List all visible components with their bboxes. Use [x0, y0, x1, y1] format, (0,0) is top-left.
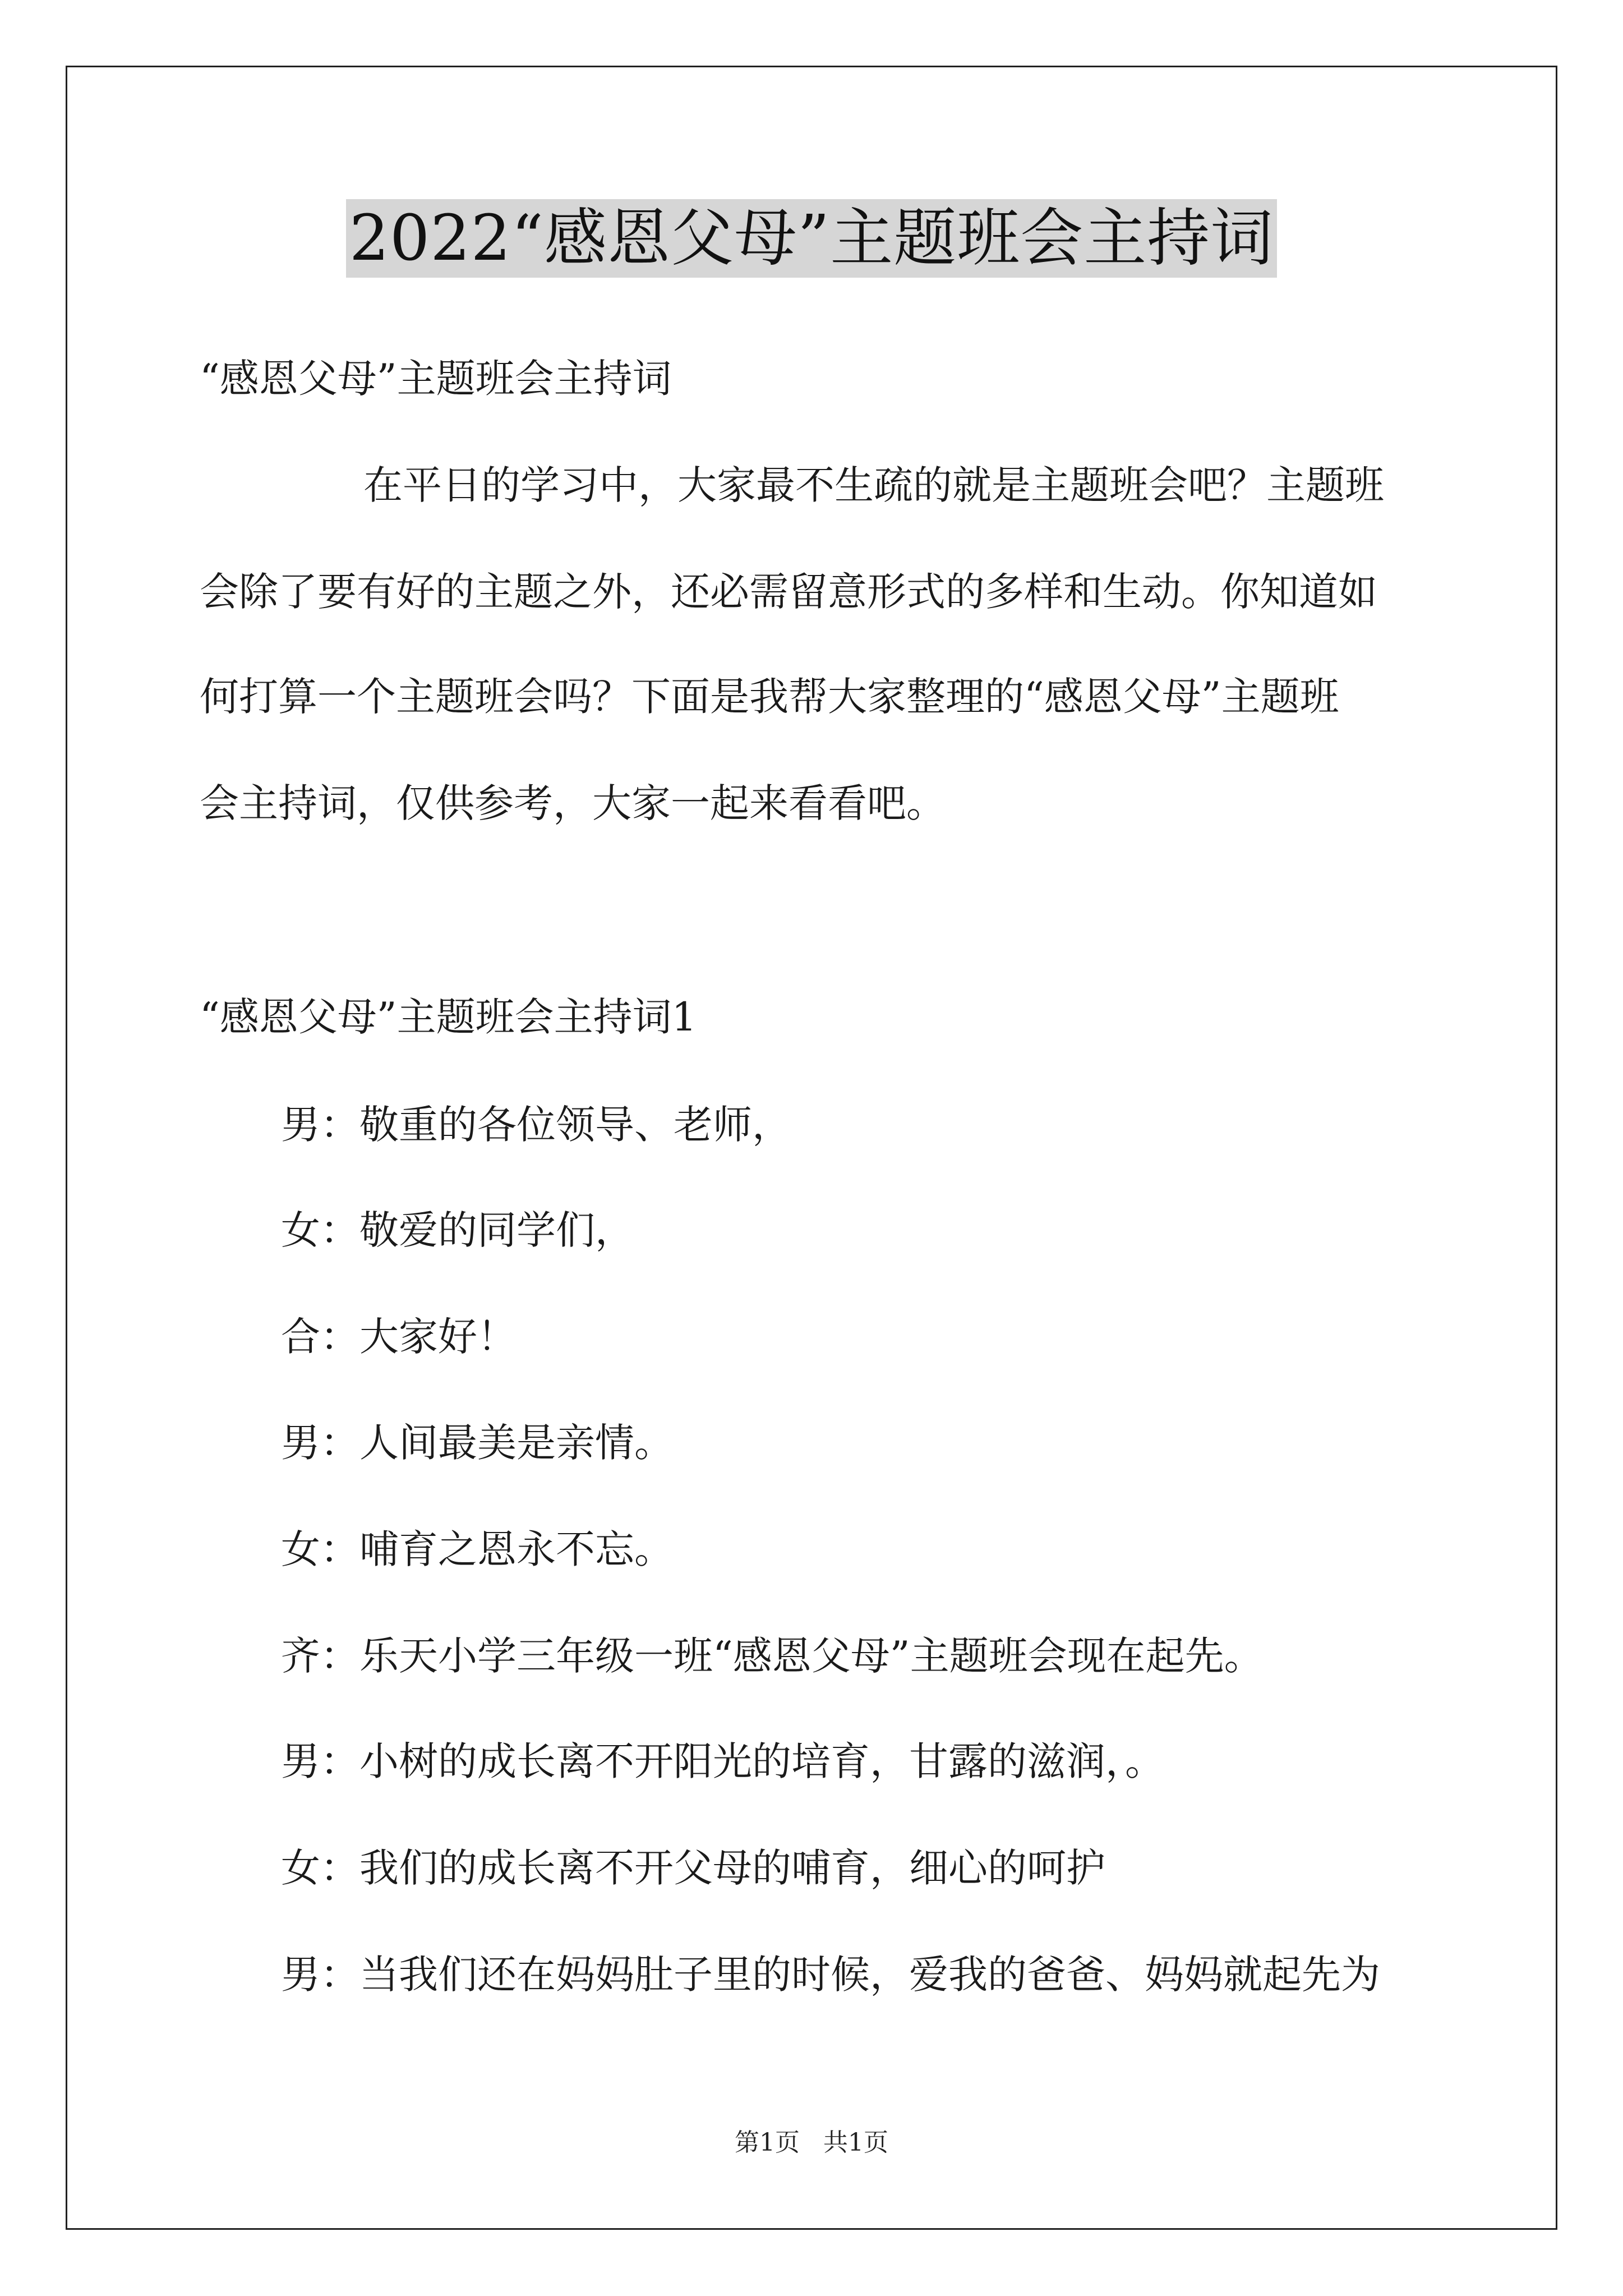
document-title: 2022“感恩父母”主题班会主持词 — [346, 199, 1278, 278]
dialogue-line: 男：敬重的各位领导、老师， — [281, 1102, 791, 1148]
dialogue-line: 男：小树的成长离不开阳光的培育，甘露的滋润，。 — [281, 1738, 1164, 1784]
dialogue-line: 合：大家好！ — [281, 1314, 517, 1360]
dialogue-line: 男：当我们还在妈妈肚子里的时候，爱我的爸爸、妈妈就起先为 — [281, 1952, 1380, 1998]
intro-line: 在平日的学习中，大家最不生疏的就是主题班会吧？主题班 — [363, 462, 1384, 508]
dialogue-line: 女：哺育之恩永不忘。 — [281, 1526, 674, 1572]
page-number: 第1页 共1页 — [735, 2128, 888, 2157]
page-footer — [0, 2126, 1623, 2160]
intro-line: 何打算一个主题班会吗？下面是我帮大家整理的“感恩父母”主题班 — [200, 674, 1339, 720]
dialogue-line: 齐：乐天小学三年级一班“感恩父母”主题班会现在起先。 — [281, 1633, 1264, 1679]
intro-line: 会主持词，仅供参考，大家一起来看看吧。 — [200, 780, 946, 826]
dialogue-line: 女：敬爱的同学们， — [281, 1207, 634, 1253]
subtitle: “感恩父母”主题班会主持词 — [200, 356, 672, 402]
title-container — [0, 199, 1623, 278]
intro-line: 会除了要有好的主题之外，还必需留意形式的多样和生动。你知道如 — [200, 569, 1377, 615]
dialogue-line: 男：人间最美是亲情。 — [281, 1420, 674, 1466]
dialogue-line: 女：我们的成长离不开父母的哺育，细心的呵护 — [281, 1845, 1105, 1891]
section-heading: “感恩父母”主题班会主持词1 — [200, 994, 697, 1040]
